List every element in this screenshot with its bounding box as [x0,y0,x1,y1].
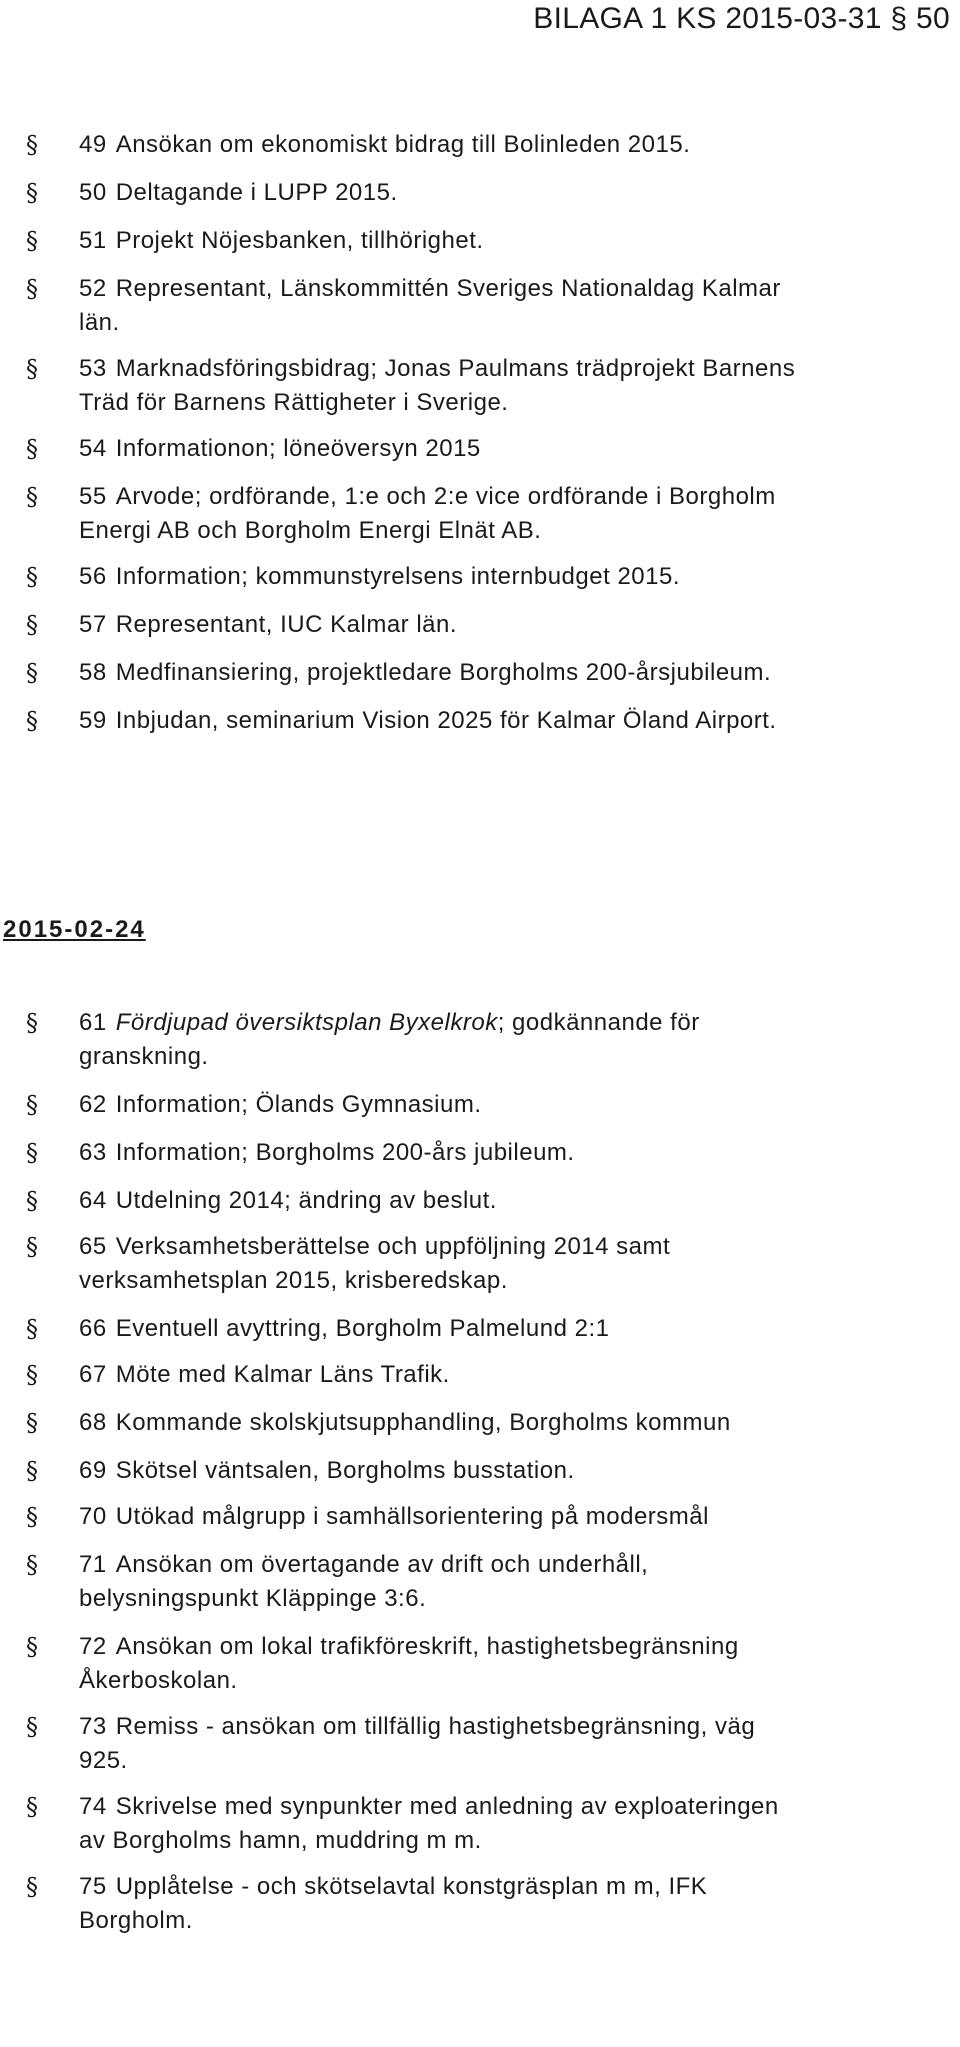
section-symbol: § [26,1457,39,1485]
item-number: 74 [79,1793,107,1820]
item-text: Deltagande i LUPP 2015. [115,179,398,206]
item-number: 71 [79,1551,107,1578]
section-symbol: § [26,563,39,591]
item-number: 63 [79,1139,107,1166]
item-number: 66 [79,1315,107,1342]
item-text: Skrivelse med synpunkter med anledning av exploateringen av Borgholms hamn, muddring m m. [79,1793,779,1854]
section-symbol: § [26,1409,39,1437]
item-text-rest: ; godkännande för granskning. [79,1009,700,1070]
item-number: 49 [79,131,107,158]
item-text: Information; kommunstyrelsens internbudget 2015. [115,563,680,590]
date-heading: 2015-02-24 [3,916,146,943]
agenda-item [0,432,799,466]
agenda-item [0,128,799,162]
section-symbol: § [26,1551,39,1579]
agenda-item [0,1500,799,1534]
item-text: Kommande skolskjutsupphandling, Borgholms kommun [115,1409,731,1436]
agenda-item [0,1790,799,1858]
section-symbol: § [26,131,39,159]
agenda-item [0,704,799,738]
section-symbol: § [26,435,39,463]
item-number: 75 [79,1873,107,1900]
agenda-item [0,1870,799,1938]
agenda-item [0,1184,799,1218]
item-number: 57 [79,611,107,638]
section-symbol: § [26,1139,39,1167]
section-symbol: § [26,659,39,687]
section-symbol: § [26,1009,39,1037]
item-text: Marknadsföringsbidrag; Jonas Paulmans trädprojekt Barnens Träd för Barnens Rättigheter i Sverige. [79,355,796,416]
item-number: 50 [79,179,107,206]
agenda-list-2 [0,1006,960,1938]
section-symbol: § [26,1361,39,1389]
item-text: Ansökan om ekonomiskt bidrag till Bolinleden 2015. [115,131,691,158]
page-header: BILAGA 1 KS 2015-03-31 § 50 [533,2,950,35]
agenda-item [0,1358,799,1392]
agenda-item [0,1710,799,1778]
item-number: 64 [79,1187,107,1214]
section-symbol: § [26,1315,39,1343]
agenda-item [0,1230,799,1298]
item-number: 59 [79,707,107,734]
item-number: 62 [79,1091,107,1118]
item-number: 69 [79,1457,107,1484]
section-symbol: § [26,227,39,255]
item-number: 72 [79,1633,107,1660]
item-number: 61 [79,1009,107,1036]
item-number: 68 [79,1409,107,1436]
item-text: Informationon; löneöversyn 2015 [115,435,481,462]
section-symbol: § [26,1873,39,1901]
agenda-item [0,1006,799,1074]
agenda-item [0,480,799,548]
item-text: Remiss - ansökan om tillfällig hastighetsbegränsning, väg 925. [79,1713,756,1774]
item-number: 65 [79,1233,107,1260]
item-text: Skötsel väntsalen, Borgholms busstation. [115,1457,575,1484]
item-number: 51 [79,227,107,254]
item-number: 53 [79,355,107,382]
agenda-item [0,272,799,340]
item-number: 73 [79,1713,107,1740]
item-text: Utdelning 2014; ändring av beslut. [115,1187,497,1214]
agenda-item [0,656,799,690]
agenda-item [0,224,799,258]
item-text: Möte med Kalmar Läns Trafik. [115,1361,450,1388]
agenda-item [0,560,799,594]
section-symbol: § [26,1633,39,1661]
item-text: Eventuell avyttring, Borgholm Palmelund 2:1 [115,1315,610,1342]
section-symbol: § [26,483,39,511]
item-text: Projekt Nöjesbanken, tillhörighet. [115,227,484,254]
section-symbol: § [26,355,39,383]
item-text: Arvode; ordförande, 1:e och 2:e vice ordförande i Borgholm Energi AB och Borgholm Energi Elnät AB. [79,483,776,544]
item-number: 52 [79,275,107,302]
agenda-item [0,1088,799,1122]
section-symbol: § [26,1187,39,1215]
section-symbol: § [26,1503,39,1531]
agenda-item [0,1136,799,1170]
agenda-item [0,176,799,210]
agenda-item [0,1312,799,1346]
item-text: Ansökan om lokal trafikföreskrift, hastighetsbegränsning Åkerboskolan. [79,1633,739,1694]
item-number: 67 [79,1361,107,1388]
item-number: 56 [79,563,107,590]
item-text: Ansökan om övertagande av drift och underhåll, belysningspunkt Kläppinge 3:6. [79,1551,649,1612]
item-text: Representant, Länskommittén Sveriges Nationaldag Kalmar län. [79,275,781,336]
item-number: 55 [79,483,107,510]
item-text: Representant, IUC Kalmar län. [115,611,458,638]
item-italic-title: Fördjupad översiktsplan Byxelkrok [115,1009,498,1036]
section-symbol: § [26,707,39,735]
section-symbol: § [26,1233,39,1261]
section-symbol: § [26,1793,39,1821]
item-number: 58 [79,659,107,686]
section-symbol: § [26,611,39,639]
section-symbol: § [26,1091,39,1119]
item-text: Information; Ölands Gymnasium. [115,1091,482,1118]
item-number: 54 [79,435,107,462]
item-text: Inbjudan, seminarium Vision 2025 för Kalmar Öland Airport. [115,707,777,734]
agenda-item [0,608,799,642]
agenda-item [0,1630,799,1698]
item-number: 70 [79,1503,107,1530]
section-symbol: § [26,1713,39,1741]
item-text: Information; Borgholms 200-års jubileum. [115,1139,575,1166]
agenda-item [0,1454,799,1488]
section-symbol: § [26,275,39,303]
agenda-item [0,1406,799,1440]
agenda-item [0,1548,799,1616]
item-text [79,1009,700,1070]
item-text: Verksamhetsberättelse och uppföljning 2014 samt verksamhetsplan 2015, krisberedskap. [79,1233,671,1294]
item-text: Medfinansiering, projektledare Borgholms 200-årsjubileum. [115,659,772,686]
agenda-item [0,352,799,420]
item-text: Utökad målgrupp i samhällsorientering på modersmål [115,1503,709,1530]
item-text: Upplåtelse - och skötselavtal konstgräsplan m m, IFK Borgholm. [79,1873,708,1934]
agenda-list-1 [0,128,960,738]
section-symbol: § [26,179,39,207]
